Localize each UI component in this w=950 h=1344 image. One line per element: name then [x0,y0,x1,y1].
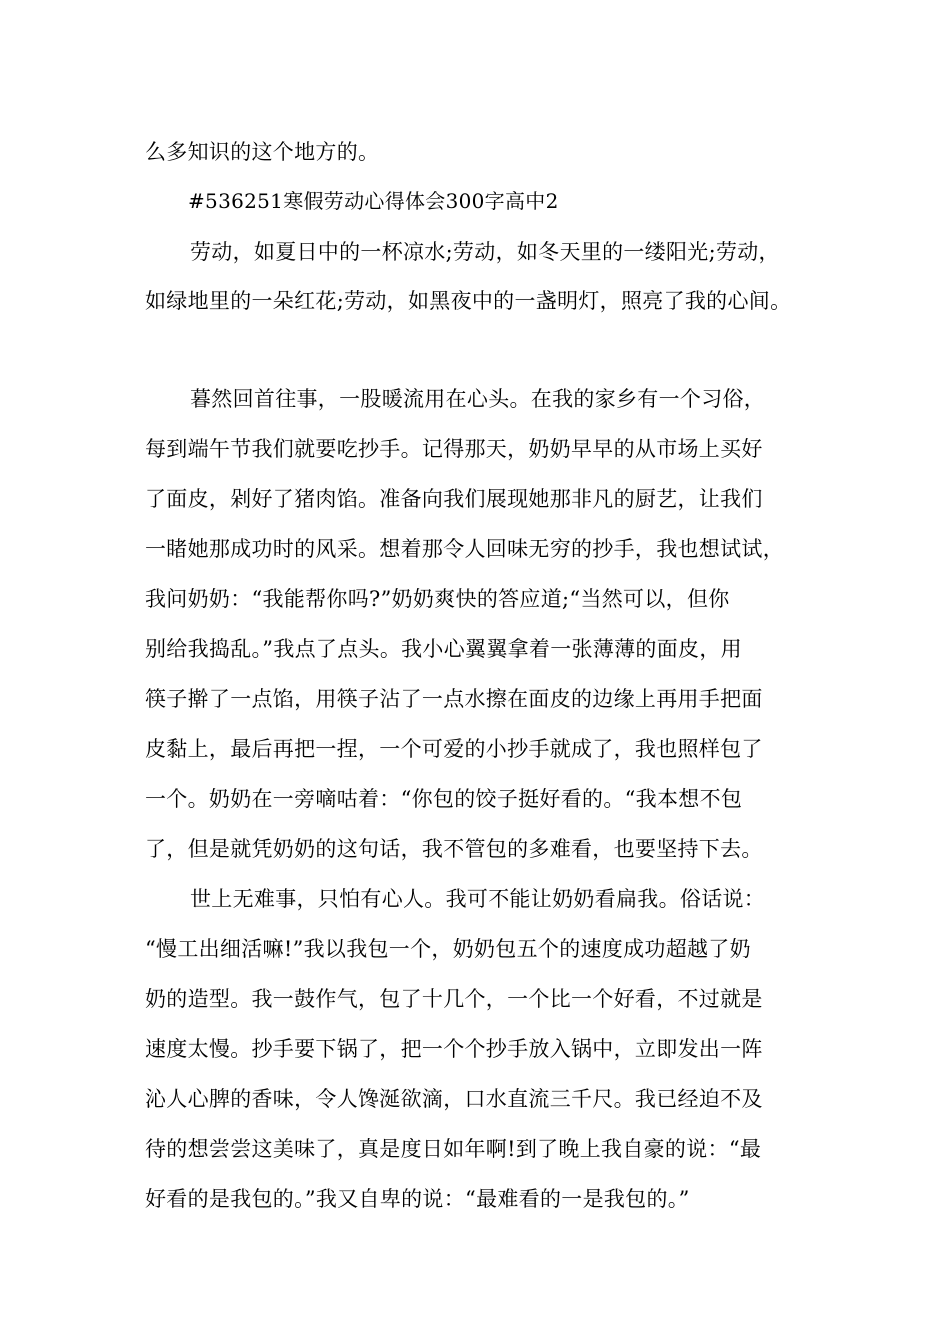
text-line: 沁人心脾的香味，令人馋涎欲滴，口水直流三千尺。我已经迫不及 [145,1087,763,1111]
text-line: 别给我捣乱。”我点了点头。我小心翼翼拿着一张薄薄的面皮，用 [145,637,742,661]
text-line: 速度太慢。抄手要下锅了，把一个个抄手放入锅中，立即发出一阵 [145,1037,763,1061]
text-line: 好看的是我包的。”我又自卑的说：“最难看的一是我包的。” [145,1187,690,1211]
text-line: 了面皮，剁好了猪肉馅。准备向我们展现她那非凡的厨艺，让我们 [145,487,763,511]
text-line: 暮然回首往事，一股暖流用在心头。在我的家乡有一个习俗， [190,387,766,411]
text-line: 待的想尝尝这美味了，真是度日如年啊!到了晚上我自豪的说：“最 [145,1137,762,1161]
text-line: 皮黏上，最后再把一捏，一个可爱的小抄手就成了，我也照样包了 [145,737,763,761]
text-line: “慢工出细活嘛!”我以我包一个，奶奶包五个的速度成功超越了奶 [145,937,751,961]
text-line: 世上无难事，只怕有心人。我可不能让奶奶看扁我。俗话说： [190,887,766,911]
text-line: 筷子擀了一点馅，用筷子沾了一点水擦在面皮的边缘上再用手把面 [145,687,763,711]
text-line: 一睹她那成功时的风采。想着那令人回味无穷的抄手，我也想试试， [145,537,784,561]
text-line: 我问奶奶：“我能帮你吗?”奶奶爽快的答应道;“当然可以，但你 [145,587,730,611]
text-line: 了，但是就凭奶奶的这句话，我不管包的多难看，也要坚持下去。 [145,837,763,861]
text-line: 如绿地里的一朵红花;劳动，如黑夜中的一盏明灯，照亮了我的心间。 [145,289,792,313]
text-line: 每到端午节我们就要吃抄手。记得那天，奶奶早早的从市场上买好 [145,437,763,461]
text-line: 一个。奶奶在一旁嘀咕着：“你包的饺子挺好看的。“我本想不包 [145,787,743,811]
text-line: 么多知识的这个地方的。 [145,140,380,164]
section-heading: #536251寒假劳动心得体会300字高中2 [188,189,559,213]
text-line: 奶的造型。我一鼓作气，包了十几个，一个比一个好看，不过就是 [145,987,763,1011]
text-line: 劳动，如夏日中的一杯凉水;劳动，如冬天里的一缕阳光;劳动， [190,240,780,264]
